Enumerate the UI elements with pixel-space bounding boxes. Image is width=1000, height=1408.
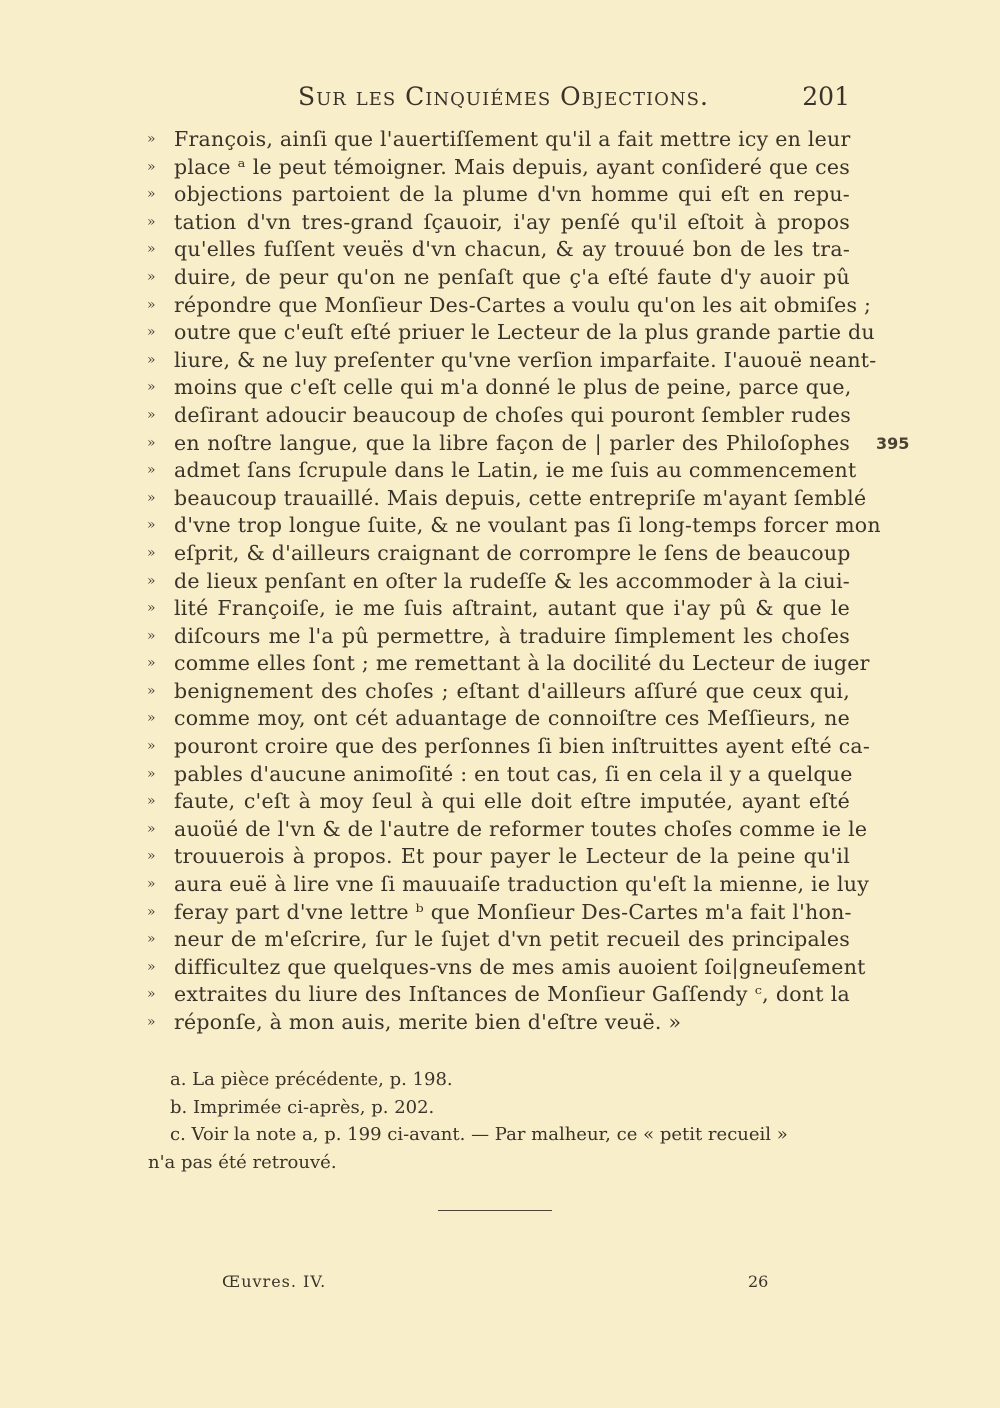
line-text: réponſe, à mon auis, merite bien d'eſtre veuë. » — [174, 1010, 682, 1034]
footnote-divider — [438, 1210, 552, 1211]
quote-mark: » — [147, 738, 156, 755]
quote-mark: » — [147, 186, 156, 203]
text-line — [0, 871, 1000, 899]
line-text: comme moy, ont cét aduantage de connoiſtre ces Meſſieurs, ne — [174, 706, 850, 731]
line-text: François, ainſi que l'auertiſſement qu'il a fait mettre icy en leur — [174, 127, 851, 151]
line-text: en noſtre langue, que la libre façon de | parler des Philoſophes — [174, 430, 850, 455]
quote-mark: » — [147, 572, 156, 589]
text-line — [0, 430, 1000, 458]
footnote-a: a. La pièce précédente, p. 198. — [170, 1069, 453, 1090]
quote-mark: » — [147, 848, 156, 865]
quote-mark: » — [147, 544, 156, 561]
quote-mark: » — [147, 158, 156, 175]
quote-mark: » — [147, 462, 156, 479]
text-line — [0, 209, 1000, 237]
text-line — [0, 981, 1000, 1009]
line-text: difficultez que quelques-vns de mes amis auoient ſoi|gneuſement — [174, 954, 866, 979]
line-text: place ᵃ le peut témoigner. Mais depuis, ayant conſideré que ces — [174, 154, 850, 179]
quote-mark: » — [147, 600, 156, 617]
line-text: d'vne trop longue ſuite, & ne voulant pas ſi long-temps forcer mon — [174, 513, 881, 538]
quote-mark: » — [147, 324, 156, 341]
line-text: feray part d'vne lettre ᵇ que Monſieur Des-Cartes m'a fait l'hon- — [174, 899, 852, 924]
text-line — [0, 181, 1000, 209]
sheet-number: 26 — [748, 1272, 769, 1291]
line-text: outre que c'euſt eſté priuer le Lecteur de la plus grande partie du — [174, 320, 875, 345]
text-line — [0, 705, 1000, 733]
quote-mark: » — [147, 765, 156, 782]
quote-mark: » — [147, 131, 156, 147]
line-text: aura euë à lire vne ſi mauuaiſe traduction qu'eſt la mienne, ie luy — [174, 872, 870, 897]
text-line — [0, 926, 1000, 954]
quote-mark: » — [147, 241, 156, 258]
footnotes — [148, 1066, 850, 1176]
footnote-b: b. Imprimée ci-après, p. 202. — [170, 1096, 435, 1118]
text-line — [0, 154, 1000, 182]
running-title: Sur les Cinquiémes Objections. — [298, 82, 709, 111]
quote-mark: » — [147, 351, 156, 368]
text-line — [0, 954, 1000, 982]
line-text: répondre que Monſieur Des-Cartes a voulu qu'on les ait obmiſes ; — [174, 292, 872, 317]
quote-mark: » — [147, 1014, 156, 1030]
quote-mark: » — [147, 296, 156, 313]
page-number: 201 — [802, 82, 850, 111]
quote-mark: » — [147, 793, 156, 810]
text-line — [0, 512, 1000, 540]
line-text: duire, de peur qu'on ne penſaſt que ç'a eſté faute d'y auoir pû — [174, 264, 850, 289]
text-line — [0, 650, 1000, 678]
text-line — [0, 457, 1000, 485]
quote-mark: » — [147, 931, 156, 948]
text-line — [0, 319, 1000, 347]
quote-mark: » — [147, 213, 156, 230]
text-line — [0, 126, 1000, 154]
text-line — [0, 595, 1000, 623]
quote-mark: » — [147, 820, 156, 837]
line-text: deſirant adoucir beaucoup de choſes qui pouront ſembler rudes — [174, 402, 851, 427]
line-text: diſcours me l'a pû permettre, à traduire ſimplement les choſes — [174, 623, 850, 648]
text-line — [0, 623, 1000, 651]
text-line — [0, 540, 1000, 568]
quote-mark: » — [147, 986, 156, 1003]
text-line — [0, 788, 1000, 816]
line-text: beaucoup trauaillé. Mais depuis, cette entrepriſe m'ayant ſemblé — [174, 485, 867, 510]
text-line — [0, 264, 1000, 292]
line-text: eſprit, & d'ailleurs craignant de corrompre le ſens de beaucoup — [174, 540, 851, 565]
text-line — [0, 347, 1000, 375]
line-text: objections partoient de la plume d'vn homme qui eſt en repu- — [174, 182, 850, 207]
text-line — [0, 236, 1000, 264]
volume-signature: Œuvres. IV. — [222, 1272, 327, 1291]
line-text: pouront croire que des perſonnes ſi bien inſtruittes ayent eſté ca- — [174, 734, 871, 759]
quote-mark: » — [147, 958, 156, 975]
line-text: comme elles ſont ; me remettant à la docilité du Lecteur de iuger — [174, 651, 870, 676]
line-text: lité Françoiſe, ie me ſuis aſtraint, autant que i'ay pû & que le — [174, 596, 850, 621]
line-text: de lieux penſant en oſter la rudeſſe & les accommoder à la ciui- — [174, 568, 850, 593]
text-line — [0, 485, 1000, 513]
margin-page-reference: 395 — [876, 433, 910, 453]
text-line — [0, 678, 1000, 706]
line-text: neur de m'eſcrire, ſur le ſujet d'vn petit recueil des principales — [174, 927, 850, 952]
footnote-c-continued: n'a pas été retrouvé. — [148, 1151, 337, 1173]
quote-mark: » — [147, 903, 156, 920]
line-text: qu'elles fuſſent veuës d'vn chacun, & ay trouué bon de les tra- — [174, 237, 850, 262]
line-text: extraites du liure des Inſtances de Monſieur Gaſſendy ᶜ, dont la — [174, 982, 850, 1007]
line-text: benignement des choſes ; eſtant d'ailleurs aſſuré que ceux qui, — [174, 678, 850, 703]
line-text: auoüé de l'vn & de l'autre de reformer toutes choſes comme ie le — [174, 816, 868, 841]
running-head — [148, 82, 850, 114]
text-line — [0, 843, 1000, 871]
line-text: moins que c'eſt celle qui m'a donné le plus de peine, parce que, — [174, 375, 852, 400]
text-line — [0, 292, 1000, 320]
text-line — [0, 816, 1000, 844]
quote-mark: » — [147, 517, 156, 534]
line-text: tation d'vn tres-grand ſçauoir, i'ay penſé qu'il eſtoit à propos — [174, 209, 850, 234]
text-line — [0, 899, 1000, 927]
line-text: pables d'aucune animoſité : en tout cas, ſi en cela il y a quelque — [174, 761, 853, 786]
quote-mark: » — [147, 434, 156, 451]
footnote-c: c. Voir la note a, p. 199 ci-avant. — Par malheur, ce « petit recueil » — [170, 1124, 788, 1145]
quote-mark: » — [147, 268, 156, 285]
quote-mark: » — [147, 710, 156, 727]
line-text: admet ſans ſcrupule dans le Latin, ie me ſuis au commencement — [174, 458, 857, 483]
text-line — [0, 733, 1000, 761]
text-line — [0, 374, 1000, 402]
quote-mark: » — [147, 876, 156, 893]
quote-mark: » — [147, 655, 156, 672]
line-text: trouuerois à propos. Et pour payer le Lecteur de la peine qu'il — [174, 844, 850, 869]
quote-mark: » — [147, 682, 156, 699]
text-line — [0, 1009, 1000, 1037]
quote-mark: » — [147, 489, 156, 506]
line-text: liure, & ne luy preſenter qu'vne verſion imparfaite. I'auouë neant- — [174, 347, 877, 372]
line-text: faute, c'eſt à moy ſeul à qui elle doit eſtre imputée, ayant eſté — [174, 789, 850, 814]
quote-mark: » — [147, 379, 156, 396]
body-text — [0, 126, 1000, 1037]
text-line — [0, 761, 1000, 789]
text-line — [0, 402, 1000, 430]
quote-mark: » — [147, 627, 156, 644]
quote-mark: » — [147, 406, 156, 423]
text-line — [0, 568, 1000, 596]
